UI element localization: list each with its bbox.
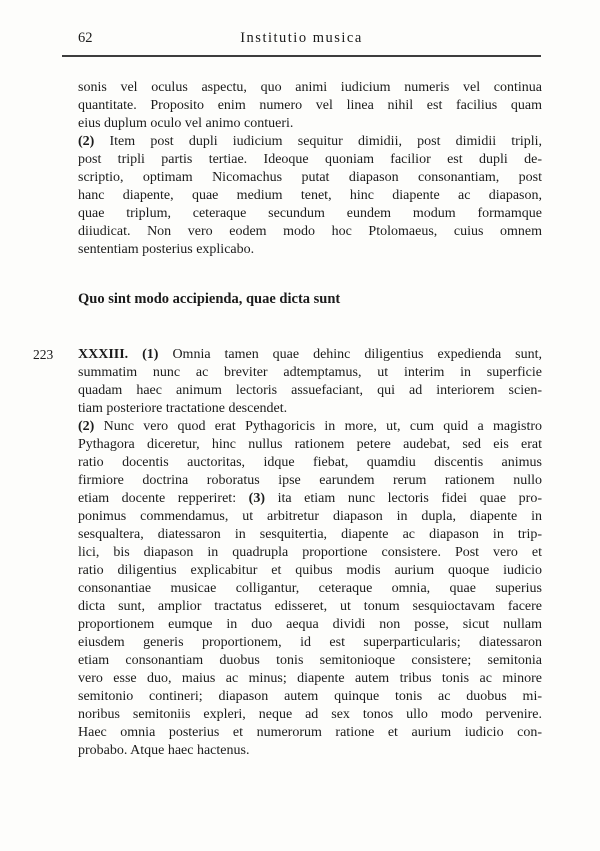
text-line: dicta sunt, amplior tractatus edisseret, ut tonum sesquioctavam facere	[78, 599, 542, 614]
running-title: Institutio musica	[240, 30, 363, 46]
text-line: XXXIII. (1) Omnia tamen quae dehinc diligentius expedienda sunt,	[78, 347, 542, 362]
text-line: summatim nunc ac breviter adtemptamus, ut interim in superficie	[78, 365, 542, 380]
text-line: scriptio, optimam Nicomachus putat diapason consonantiam, post	[78, 170, 542, 185]
text-line: semitonio contineri; diapason autem quinque tonis ac duobus mi-	[78, 689, 542, 704]
text-line: (2) Item post dupli iudicium sequitur dimidii, post dimidii tripli,	[78, 134, 542, 149]
page-header	[62, 30, 541, 48]
text-line: quantitate. Proposito enim numero vel linea nihil est facilius quam	[78, 98, 542, 113]
text-line: probabo. Atque haec hactenus.	[78, 743, 250, 758]
text-line: lici, bis diapason in quadrupla proportione consistere. Post vero et	[78, 545, 542, 560]
paragraph	[78, 133, 542, 259]
text-line: Pythagora diceretur, hinc nullus rationem petere audebat, sed eis erat	[78, 437, 542, 452]
text-line: eiusdem generis proportionem, id est superparticularis; diatessaron	[78, 635, 542, 650]
text-line: ratio docentis auctoritas, idque fiebat, quamdiu discentis animus	[78, 455, 542, 470]
text-line: eius duplum oculo vel animo contueri.	[78, 116, 294, 131]
text-line: firmiore doctrina roboratus ipse earundem rerum rationem nullo	[78, 473, 542, 488]
text-line: vero esse duo, maius ac minus; diapente autem tribus tonis ac minore	[78, 671, 542, 686]
header-rule	[62, 55, 541, 57]
text-line: hanc diapente, quae medium tenet, hinc diapente ac diapason,	[78, 188, 542, 203]
text-line: quae triplum, ceteraque secundum eundem modum formamque	[78, 206, 542, 221]
margin-paragraph-number: 223	[33, 347, 54, 362]
paragraph	[33, 346, 542, 418]
paragraph	[78, 79, 542, 133]
text-line: sesqualtera, diatessaron in sesquitertia, diapente ac diapason in trip-	[78, 527, 542, 542]
text-line: etiam consonantiam duobus tonis semitonioque consistere; semitonia	[78, 653, 542, 668]
text-line: quadam haec animum lectoris assuefaciant, qui ad interiorem scien-	[78, 383, 542, 398]
text-line: consonantiae musicae colligantur, ceteraque omnia, quae superius	[78, 581, 542, 596]
text-line: proportionem eumque in duo aequa dividi non posse, sicut nullam	[78, 617, 542, 632]
text-line: sententiam posterius explicabo.	[78, 242, 255, 257]
text-line: tiam posteriore tractatione descendet.	[78, 401, 288, 416]
paragraph	[78, 418, 542, 760]
page-content	[33, 79, 542, 760]
page-number: 62	[78, 30, 93, 46]
text-line: ponimus commendamus, ut arbitretur diapason in dupla, diapente in	[78, 509, 542, 524]
text-line: diiudicat. Non vero eodem modo hoc Ptolomaeus, cuius omnem	[78, 224, 542, 239]
text-line: etiam docente repperiret: (3) ita etiam nunc lectoris fidei quae pro-	[78, 491, 542, 506]
text-line: noribus semitoniis expleri, neque ad sex tonos ullo modo pervenire.	[78, 707, 542, 722]
text-line: (2) Nunc vero quod erat Pythagoricis in more, ut, cum quid a magistro	[78, 419, 542, 434]
text-line: Haec omnia posterius et numerorum ratione et aurium iudicio con-	[78, 725, 542, 740]
text-line: ratio diligentius explicabitur et quibus modis aurium quoque iudicio	[78, 563, 542, 578]
text-line: sonis vel oculus aspectu, quo animi iudicium numeris vel continua	[78, 80, 542, 95]
section-heading: Quo sint modo accipienda, quae dicta sunt	[78, 291, 341, 307]
text-line: post tripli partis tertiae. Ideoque quoniam facilior est dupli de-	[78, 152, 542, 167]
